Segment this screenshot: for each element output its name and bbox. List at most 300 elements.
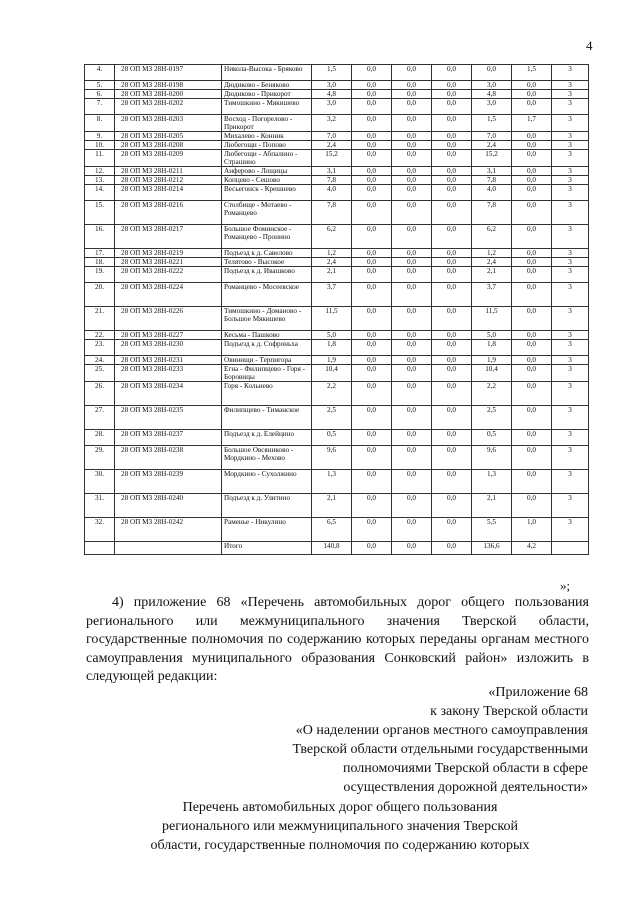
length-col-6-cell: 0,0 bbox=[512, 470, 552, 494]
length-col-3-cell: 0,0 bbox=[392, 258, 432, 267]
road-id-cell: 28 ОП МЗ 28Н-0221 bbox=[115, 258, 222, 267]
length-col-6-cell: 0,0 bbox=[512, 141, 552, 150]
category-cell bbox=[552, 542, 589, 555]
length-col-6-cell: 0,0 bbox=[512, 167, 552, 176]
length-col-6-cell: 0,0 bbox=[512, 185, 552, 201]
length-col-2-cell: 0,0 bbox=[352, 340, 392, 356]
table-row bbox=[85, 430, 589, 446]
length-col-3-cell: 0,0 bbox=[392, 307, 432, 331]
appendix-line: полномочиями Тверской области в сфере bbox=[342, 761, 588, 776]
category-cell: 3 bbox=[552, 446, 589, 470]
length-col-6-cell: 0,0 bbox=[512, 365, 552, 382]
length-col-2-cell: 0,0 bbox=[352, 430, 392, 446]
length-col-2-cell: 0,0 bbox=[352, 258, 392, 267]
road-name-cell: Раменье - Никулино bbox=[222, 518, 312, 542]
length-col-2-cell: 0,0 bbox=[352, 331, 392, 340]
length-col-5-cell: 1,2 bbox=[472, 249, 512, 258]
road-id-cell: 28 ОП МЗ 28Н-0211 bbox=[115, 167, 222, 176]
length-col-5-cell: 2,5 bbox=[472, 406, 512, 430]
length-col-5-cell: 4,0 bbox=[472, 185, 512, 201]
length-total-cell: 7,0 bbox=[312, 132, 352, 141]
road-name-cell: Копцево - Сешово bbox=[222, 176, 312, 185]
length-col-2-cell: 0,0 bbox=[352, 494, 392, 518]
road-id-cell: 28 ОП МЗ 28Н-0209 bbox=[115, 150, 222, 167]
length-col-4-cell: 0,0 bbox=[432, 90, 472, 99]
length-col-2-cell: 0,0 bbox=[352, 225, 392, 249]
length-total-cell: 2,4 bbox=[312, 141, 352, 150]
road-id-cell: 28 ОП МЗ 28Н-0227 bbox=[115, 331, 222, 340]
length-col-6-cell: 0,0 bbox=[512, 132, 552, 141]
length-col-2-cell: 0,0 bbox=[352, 382, 392, 406]
table-row bbox=[85, 225, 589, 249]
length-col-3-cell: 0,0 bbox=[392, 340, 432, 356]
category-cell: 3 bbox=[552, 470, 589, 494]
length-total-cell: 2,2 bbox=[312, 382, 352, 406]
row-number-cell: 19. bbox=[85, 267, 115, 283]
row-number-cell: 5. bbox=[85, 81, 115, 90]
table-row bbox=[85, 283, 589, 307]
row-number-cell: 6. bbox=[85, 90, 115, 99]
table-row bbox=[85, 382, 589, 406]
road-name-cell: Дюдиково - Беняково bbox=[222, 81, 312, 90]
road-id-cell: 28 ОП МЗ 28Н-0238 bbox=[115, 446, 222, 470]
length-total-cell: 1,9 bbox=[312, 356, 352, 365]
length-total-cell: 11,5 bbox=[312, 307, 352, 331]
table-row bbox=[85, 446, 589, 470]
road-name-cell: Тимошкино - Мякишево bbox=[222, 99, 312, 115]
length-col-3-cell: 0,0 bbox=[392, 141, 432, 150]
road-name-cell: Любегощи - Попово bbox=[222, 141, 312, 150]
category-cell: 3 bbox=[552, 176, 589, 185]
road-id-cell: 28 ОП МЗ 28Н-0237 bbox=[115, 430, 222, 446]
length-col-4-cell: 0,0 bbox=[432, 406, 472, 430]
length-col-5-cell: 2,1 bbox=[472, 494, 512, 518]
length-col-5-cell: 0,5 bbox=[472, 430, 512, 446]
length-col-3-cell: 0,0 bbox=[392, 65, 432, 81]
length-col-5-cell: 0,0 bbox=[472, 65, 512, 81]
category-cell: 3 bbox=[552, 494, 589, 518]
table-row bbox=[85, 176, 589, 185]
row-number-cell: 14. bbox=[85, 185, 115, 201]
roads-table-body bbox=[85, 65, 589, 555]
length-col-5-cell: 3,0 bbox=[472, 99, 512, 115]
category-cell: 3 bbox=[552, 283, 589, 307]
length-col-4-cell: 0,0 bbox=[432, 340, 472, 356]
table-row bbox=[85, 141, 589, 150]
row-number-cell bbox=[85, 542, 115, 555]
length-total-cell: 2,1 bbox=[312, 494, 352, 518]
category-cell: 3 bbox=[552, 185, 589, 201]
length-total-cell: 4,8 bbox=[312, 90, 352, 99]
length-col-3-cell: 0,0 bbox=[392, 90, 432, 99]
road-name-cell: Тимошкино - Доманово - Большое Мякишево bbox=[222, 307, 312, 331]
length-col-2-cell: 0,0 bbox=[352, 365, 392, 382]
row-number-cell: 21. bbox=[85, 307, 115, 331]
table-row bbox=[85, 90, 589, 99]
road-name-cell: Большое Фоминское - Романцево - Пронино bbox=[222, 225, 312, 249]
length-col-5-cell: 3,7 bbox=[472, 283, 512, 307]
length-col-2-cell: 0,0 bbox=[352, 356, 392, 365]
length-col-6-cell: 0,0 bbox=[512, 283, 552, 307]
length-col-3-cell: 0,0 bbox=[392, 167, 432, 176]
table-row bbox=[85, 307, 589, 331]
length-col-3-cell: 0,0 bbox=[392, 542, 432, 555]
length-col-5-cell: 136,6 bbox=[472, 542, 512, 555]
row-number-cell: 4. bbox=[85, 65, 115, 81]
length-col-4-cell: 0,0 bbox=[432, 176, 472, 185]
length-col-3-cell: 0,0 bbox=[392, 406, 432, 430]
length-col-3-cell: 0,0 bbox=[392, 267, 432, 283]
length-total-cell: 1,5 bbox=[312, 65, 352, 81]
title-line: области, государственные полномочия по содержанию которых bbox=[150, 838, 530, 853]
row-number-cell: 11. bbox=[85, 150, 115, 167]
length-col-6-cell: 0,0 bbox=[512, 249, 552, 258]
length-col-2-cell: 0,0 bbox=[352, 307, 392, 331]
road-id-cell: 28 ОП МЗ 28Н-0214 bbox=[115, 185, 222, 201]
length-col-3-cell: 0,0 bbox=[392, 446, 432, 470]
length-col-2-cell: 0,0 bbox=[352, 283, 392, 307]
category-cell: 3 bbox=[552, 518, 589, 542]
length-col-4-cell: 0,0 bbox=[432, 542, 472, 555]
category-cell: 3 bbox=[552, 307, 589, 331]
length-col-2-cell: 0,0 bbox=[352, 150, 392, 167]
length-col-2-cell: 0,0 bbox=[352, 201, 392, 225]
table-row bbox=[85, 340, 589, 356]
row-number-cell: 17. bbox=[85, 249, 115, 258]
category-cell: 3 bbox=[552, 141, 589, 150]
category-cell: 3 bbox=[552, 150, 589, 167]
road-id-cell: 28 ОП МЗ 28Н-0233 bbox=[115, 365, 222, 382]
category-cell: 3 bbox=[552, 258, 589, 267]
row-number-cell: 9. bbox=[85, 132, 115, 141]
length-total-cell: 1,8 bbox=[312, 340, 352, 356]
road-name-cell: Филипщево - Тиманское bbox=[222, 406, 312, 430]
length-col-6-cell: 0,0 bbox=[512, 201, 552, 225]
table-row bbox=[85, 132, 589, 141]
length-col-5-cell: 11,5 bbox=[472, 307, 512, 331]
length-col-3-cell: 0,0 bbox=[392, 81, 432, 90]
length-col-2-cell: 0,0 bbox=[352, 141, 392, 150]
length-col-4-cell: 0,0 bbox=[432, 225, 472, 249]
category-cell: 3 bbox=[552, 132, 589, 141]
table-row bbox=[85, 201, 589, 225]
category-cell: 3 bbox=[552, 430, 589, 446]
length-col-6-cell: 0,0 bbox=[512, 150, 552, 167]
length-col-5-cell: 4,8 bbox=[472, 90, 512, 99]
category-cell: 3 bbox=[552, 65, 589, 81]
row-number-cell: 28. bbox=[85, 430, 115, 446]
row-number-cell: 7. bbox=[85, 99, 115, 115]
table-row bbox=[85, 406, 589, 430]
length-total-cell: 15,2 bbox=[312, 150, 352, 167]
road-name-cell: Восход - Погорелово - Прикорот bbox=[222, 115, 312, 132]
length-col-6-cell: 0,0 bbox=[512, 176, 552, 185]
row-number-cell: 13. bbox=[85, 176, 115, 185]
length-col-6-cell: 0,0 bbox=[512, 267, 552, 283]
length-total-cell: 6,5 bbox=[312, 518, 352, 542]
length-col-6-cell: 0,0 bbox=[512, 340, 552, 356]
length-total-cell: 140,8 bbox=[312, 542, 352, 555]
length-col-3-cell: 0,0 bbox=[392, 176, 432, 185]
length-total-cell: 5,0 bbox=[312, 331, 352, 340]
length-col-6-cell: 0,0 bbox=[512, 225, 552, 249]
length-col-2-cell: 0,0 bbox=[352, 185, 392, 201]
roads-table bbox=[84, 64, 589, 555]
row-number-cell: 16. bbox=[85, 225, 115, 249]
row-number-cell: 12. bbox=[85, 167, 115, 176]
length-col-4-cell: 0,0 bbox=[432, 141, 472, 150]
length-total-cell: 7,8 bbox=[312, 176, 352, 185]
road-id-cell: 28 ОП МЗ 28Н-0230 bbox=[115, 340, 222, 356]
length-col-5-cell: 1,5 bbox=[472, 115, 512, 132]
length-total-cell: 0,5 bbox=[312, 430, 352, 446]
closing-quote: »; bbox=[560, 578, 571, 593]
road-name-cell: Любегощи - Абпалино - Страшино bbox=[222, 150, 312, 167]
row-number-cell: 30. bbox=[85, 470, 115, 494]
category-cell: 3 bbox=[552, 115, 589, 132]
length-col-2-cell: 0,0 bbox=[352, 65, 392, 81]
length-col-6-cell: 0,0 bbox=[512, 446, 552, 470]
length-col-2-cell: 0,0 bbox=[352, 176, 392, 185]
category-cell: 3 bbox=[552, 167, 589, 176]
length-col-4-cell: 0,0 bbox=[432, 446, 472, 470]
table-row bbox=[85, 518, 589, 542]
row-number-cell: 22. bbox=[85, 331, 115, 340]
length-col-3-cell: 0,0 bbox=[392, 99, 432, 115]
length-col-3-cell: 0,0 bbox=[392, 132, 432, 141]
category-cell: 3 bbox=[552, 382, 589, 406]
table-row bbox=[85, 331, 589, 340]
length-col-5-cell: 10,4 bbox=[472, 365, 512, 382]
table-row bbox=[85, 494, 589, 518]
length-col-4-cell: 0,0 bbox=[432, 307, 472, 331]
road-id-cell: 28 ОП МЗ 28Н-0216 bbox=[115, 201, 222, 225]
road-id-cell: 28 ОП МЗ 28Н-0222 bbox=[115, 267, 222, 283]
length-col-3-cell: 0,0 bbox=[392, 430, 432, 446]
table-row bbox=[85, 99, 589, 115]
row-number-cell: 24. bbox=[85, 356, 115, 365]
row-number-cell: 27. bbox=[85, 406, 115, 430]
table-row bbox=[85, 356, 589, 365]
length-total-cell: 3,0 bbox=[312, 99, 352, 115]
row-number-cell: 20. bbox=[85, 283, 115, 307]
road-name-cell: Большое Овсяниково - Мордкино - Мехово bbox=[222, 446, 312, 470]
table-row bbox=[85, 81, 589, 90]
category-cell: 3 bbox=[552, 365, 589, 382]
length-col-4-cell: 0,0 bbox=[432, 81, 472, 90]
road-name-cell: Мордкино - Сухолжино bbox=[222, 470, 312, 494]
row-number-cell: 15. bbox=[85, 201, 115, 225]
road-name-cell: Михалево - Конник bbox=[222, 132, 312, 141]
length-total-cell: 2,5 bbox=[312, 406, 352, 430]
appendix-header bbox=[250, 683, 588, 797]
row-number-cell: 25. bbox=[85, 365, 115, 382]
table-row bbox=[85, 258, 589, 267]
road-name-cell: Подъезд к д. Софроньха bbox=[222, 340, 312, 356]
road-name-cell: Горя - Кольнево bbox=[222, 382, 312, 406]
table-row bbox=[85, 65, 589, 81]
road-id-cell: 28 ОП МЗ 28Н-0224 bbox=[115, 283, 222, 307]
length-col-5-cell: 15,2 bbox=[472, 150, 512, 167]
length-col-5-cell: 9,6 bbox=[472, 446, 512, 470]
length-total-cell: 2,1 bbox=[312, 267, 352, 283]
length-col-6-cell: 0,0 bbox=[512, 430, 552, 446]
length-col-6-cell: 0,0 bbox=[512, 258, 552, 267]
road-id-cell: 28 ОП МЗ 28Н-0198 bbox=[115, 81, 222, 90]
road-id-cell bbox=[115, 542, 222, 555]
road-name-cell: Овинищи - Терпигора bbox=[222, 356, 312, 365]
road-name-cell: Подъезд к д. Елейцино bbox=[222, 430, 312, 446]
length-col-5-cell: 3,1 bbox=[472, 167, 512, 176]
road-id-cell: 28 ОП МЗ 28Н-0217 bbox=[115, 225, 222, 249]
length-col-5-cell: 2,2 bbox=[472, 382, 512, 406]
total-row bbox=[85, 542, 589, 555]
table-row bbox=[85, 470, 589, 494]
length-col-3-cell: 0,0 bbox=[392, 283, 432, 307]
length-col-6-cell: 4,2 bbox=[512, 542, 552, 555]
length-col-3-cell: 0,0 bbox=[392, 185, 432, 201]
category-cell: 3 bbox=[552, 90, 589, 99]
road-id-cell: 28 ОП МЗ 28Н-0231 bbox=[115, 356, 222, 365]
appendix-line: «Приложение 68 bbox=[488, 685, 588, 700]
length-col-3-cell: 0,0 bbox=[392, 470, 432, 494]
table-row bbox=[85, 267, 589, 283]
length-col-4-cell: 0,0 bbox=[432, 150, 472, 167]
length-col-4-cell: 0,0 bbox=[432, 494, 472, 518]
length-total-cell: 3,7 bbox=[312, 283, 352, 307]
title-line: Перечень автомобильных дорог общего пользования bbox=[182, 800, 498, 815]
road-id-cell: 28 ОП МЗ 28Н-0226 bbox=[115, 307, 222, 331]
length-col-5-cell: 7,8 bbox=[472, 176, 512, 185]
length-col-2-cell: 0,0 bbox=[352, 115, 392, 132]
length-col-2-cell: 0,0 bbox=[352, 267, 392, 283]
length-col-2-cell: 0,0 bbox=[352, 249, 392, 258]
length-col-4-cell: 0,0 bbox=[432, 267, 472, 283]
table-row bbox=[85, 249, 589, 258]
road-id-cell: 28 ОП МЗ 28Н-0197 bbox=[115, 65, 222, 81]
appendix-line: «О наделении органов местного самоуправления bbox=[295, 723, 588, 738]
category-cell: 3 bbox=[552, 406, 589, 430]
length-col-5-cell: 7,0 bbox=[472, 132, 512, 141]
road-name-cell: Кесьма - Пашково bbox=[222, 331, 312, 340]
road-id-cell: 28 ОП МЗ 28Н-0235 bbox=[115, 406, 222, 430]
length-col-6-cell: 1,0 bbox=[512, 518, 552, 542]
length-col-5-cell: 3,0 bbox=[472, 81, 512, 90]
length-col-5-cell: 2,1 bbox=[472, 267, 512, 283]
table-row bbox=[85, 167, 589, 176]
length-total-cell: 1,2 bbox=[312, 249, 352, 258]
length-col-3-cell: 0,0 bbox=[392, 249, 432, 258]
length-col-6-cell: 0,0 bbox=[512, 356, 552, 365]
road-id-cell: 28 ОП МЗ 28Н-0242 bbox=[115, 518, 222, 542]
length-col-3-cell: 0,0 bbox=[392, 382, 432, 406]
row-number-cell: 31. bbox=[85, 494, 115, 518]
length-col-5-cell: 7,8 bbox=[472, 201, 512, 225]
road-id-cell: 28 ОП МЗ 28Н-0219 bbox=[115, 249, 222, 258]
road-name-cell: Подъезд к д. Ивашково bbox=[222, 267, 312, 283]
length-col-3-cell: 0,0 bbox=[392, 115, 432, 132]
length-col-4-cell: 0,0 bbox=[432, 65, 472, 81]
length-col-2-cell: 0,0 bbox=[352, 99, 392, 115]
table-row bbox=[85, 365, 589, 382]
length-col-6-cell: 0,0 bbox=[512, 99, 552, 115]
length-col-6-cell: 0,0 bbox=[512, 90, 552, 99]
length-col-4-cell: 0,0 bbox=[432, 356, 472, 365]
category-cell: 3 bbox=[552, 267, 589, 283]
table-row bbox=[85, 115, 589, 132]
length-total-cell: 6,2 bbox=[312, 225, 352, 249]
road-id-cell: 28 ОП МЗ 28Н-0239 bbox=[115, 470, 222, 494]
length-col-5-cell: 6,2 bbox=[472, 225, 512, 249]
length-col-3-cell: 0,0 bbox=[392, 150, 432, 167]
length-col-3-cell: 0,0 bbox=[392, 494, 432, 518]
length-col-2-cell: 0,0 bbox=[352, 90, 392, 99]
length-col-5-cell: 1,8 bbox=[472, 340, 512, 356]
length-col-6-cell: 0,0 bbox=[512, 494, 552, 518]
length-col-2-cell: 0,0 bbox=[352, 406, 392, 430]
category-cell: 3 bbox=[552, 331, 589, 340]
category-cell: 3 bbox=[552, 99, 589, 115]
road-name-cell: Столбище - Мотаево - Романцево bbox=[222, 201, 312, 225]
length-col-4-cell: 0,0 bbox=[432, 201, 472, 225]
road-id-cell: 28 ОП МЗ 28Н-0234 bbox=[115, 382, 222, 406]
page-number: 4 bbox=[586, 38, 593, 53]
length-col-6-cell: 0,0 bbox=[512, 382, 552, 406]
road-name-cell: Егна - Филипщево - Горя - Боровицы bbox=[222, 365, 312, 382]
length-col-4-cell: 0,0 bbox=[432, 283, 472, 307]
road-id-cell: 28 ОП МЗ 28Н-0208 bbox=[115, 141, 222, 150]
table-row bbox=[85, 150, 589, 167]
length-col-4-cell: 0,0 bbox=[432, 382, 472, 406]
road-id-cell: 28 ОП МЗ 28Н-0202 bbox=[115, 99, 222, 115]
appendix-line: осуществления дорожной деятельности» bbox=[343, 780, 588, 795]
length-col-2-cell: 0,0 bbox=[352, 81, 392, 90]
length-col-3-cell: 0,0 bbox=[392, 356, 432, 365]
length-col-4-cell: 0,0 bbox=[432, 185, 472, 201]
length-col-3-cell: 0,0 bbox=[392, 518, 432, 542]
length-col-6-cell: 0,0 bbox=[512, 406, 552, 430]
length-col-6-cell: 0,0 bbox=[512, 307, 552, 331]
length-col-4-cell: 0,0 bbox=[432, 249, 472, 258]
length-col-4-cell: 0,0 bbox=[432, 115, 472, 132]
road-name-cell: Романцево - Мосеевское bbox=[222, 283, 312, 307]
length-col-3-cell: 0,0 bbox=[392, 225, 432, 249]
title-line: регионального или межмуниципального значения Тверской bbox=[162, 819, 518, 834]
category-cell: 3 bbox=[552, 249, 589, 258]
length-total-cell: 1,3 bbox=[312, 470, 352, 494]
row-number-cell: 29. bbox=[85, 446, 115, 470]
row-number-cell: 18. bbox=[85, 258, 115, 267]
category-cell: 3 bbox=[552, 225, 589, 249]
length-col-4-cell: 0,0 bbox=[432, 132, 472, 141]
table-row bbox=[85, 185, 589, 201]
length-col-4-cell: 0,0 bbox=[432, 430, 472, 446]
length-total-cell: 2,4 bbox=[312, 258, 352, 267]
length-col-4-cell: 0,0 bbox=[432, 518, 472, 542]
length-col-6-cell: 0,0 bbox=[512, 331, 552, 340]
length-total-cell: 10,4 bbox=[312, 365, 352, 382]
length-total-cell: 3,1 bbox=[312, 167, 352, 176]
road-name-cell: Подъезд к д. Улитино bbox=[222, 494, 312, 518]
length-col-6-cell: 1,7 bbox=[512, 115, 552, 132]
length-col-6-cell: 0,0 bbox=[512, 81, 552, 90]
length-col-5-cell: 5,0 bbox=[472, 331, 512, 340]
row-number-cell: 8. bbox=[85, 115, 115, 132]
length-col-4-cell: 0,0 bbox=[432, 258, 472, 267]
appendix-line: Тверской области отдельными государственными bbox=[292, 742, 588, 757]
length-col-5-cell: 5,5 bbox=[472, 518, 512, 542]
length-col-4-cell: 0,0 bbox=[432, 99, 472, 115]
